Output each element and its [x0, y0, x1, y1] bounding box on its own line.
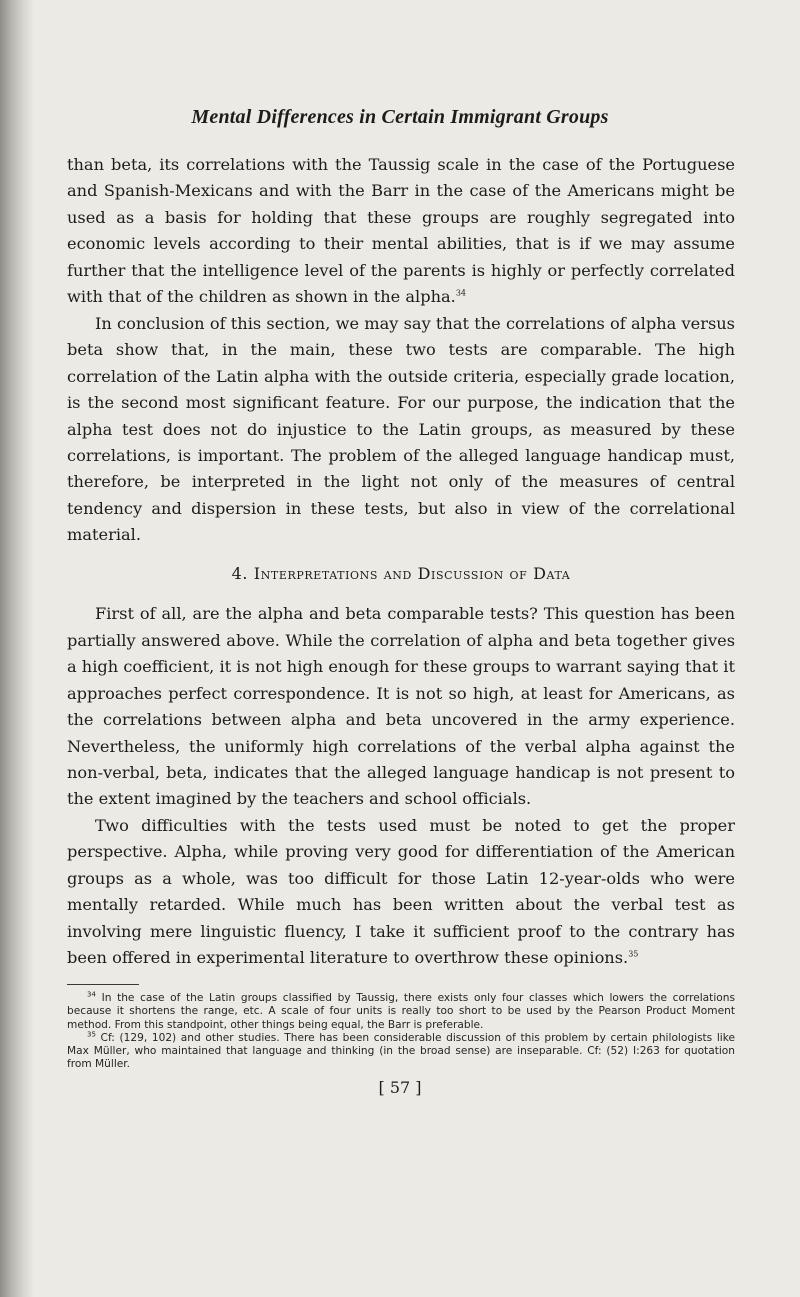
paragraph-text: First of all, are the alpha and beta comparable tests? This question has been partially answered above. While the correlation of alpha and beta together gives a high coefficient, it is not high enough for these groups to warrant saying that it approaches perfect correspondence. It is not so high, at least for Americans, as the correlations between alpha and beta uncovered in the army experience. Nevertheless, the uniformly high correlations of the verbal alpha against the non-verbal, beta, indicates that the alleged language handicap is not present to the extent imagined by the teachers and school officials. — [67, 604, 735, 809]
paragraph-text: Two difficulties with the tests used must be noted to get the proper perspective. Alpha, while proving very good for differentiation of the American groups as a whole, was too difficult for those Latin 12-year-olds who were mentally retarded. While much has been written about the verbal test as involving mere linguistic fluency, I take it sufficient proof to the contrary has been offered in experimental literature to overthrow these opinions. — [67, 815, 735, 968]
paragraph-text: than beta, its correlations with the Taussig scale in the case of the Portuguese and Spanish-Mexicans and with the Barr in the case of the Americans might be used as a basis for holding that these groups are roughly segregated into economic levels according to their mental abilities, that is if we may assume further that the intelligence level of the parents is highly or perfectly correlated with that of the children as shown in the alpha. — [67, 155, 735, 307]
footnote-text: Cf: (129, 102) and other studies. There has been considerable discussion of this problem by certain philologists like Max Müller, who maintained that language and thinking (in the broad sense) are inseparable. Cf: (52) I:263 for quotation from Müller. — [67, 1031, 735, 1071]
paragraph-text: In conclusion of this section, we may say that the correlations of alpha versus beta show that, in the main, these two tests are comparable. The high correlation of the Latin alpha with the outside criteria, especially grade location, is the second most significant feature. For our purpose, the indication that the alpha test does not do injustice to the Latin groups, as measured by these correlations, is important. The problem of the alleged language handicap must, therefore, be interpreted in the light not only of the measures of central tendency and dispersion in these tests, but also in view of the correlational material. — [67, 313, 735, 545]
footnote-reference: 35 — [628, 949, 639, 959]
paragraph — [67, 311, 735, 549]
section-heading: 4. Interpretations and Discussion of Data — [231, 563, 571, 583]
running-head: Mental Differences in Certain Immigrant Groups — [191, 106, 609, 128]
footnote — [67, 1032, 735, 1072]
paragraph — [67, 601, 735, 813]
footnote-text: In the case of the Latin groups classified by Taussig, there exists only four classes which lowers the correlations because it shortens the range, etc. A scale of four units is really too short to be used by the Pearson Product Moment method. From this standpoint, other things being equal, the Barr is preferable. — [67, 992, 735, 1031]
footnote-reference: 34 — [455, 288, 466, 298]
paragraph — [67, 813, 735, 972]
footnotes — [67, 992, 735, 1072]
paragraph — [67, 152, 735, 311]
footnote-mark: 35 — [87, 1030, 96, 1039]
footnote-divider — [67, 984, 139, 985]
footnote — [67, 992, 735, 1032]
body-text — [67, 152, 735, 972]
footnote-mark: 34 — [87, 990, 96, 999]
page-number: [ 57 ] — [378, 1078, 422, 1097]
